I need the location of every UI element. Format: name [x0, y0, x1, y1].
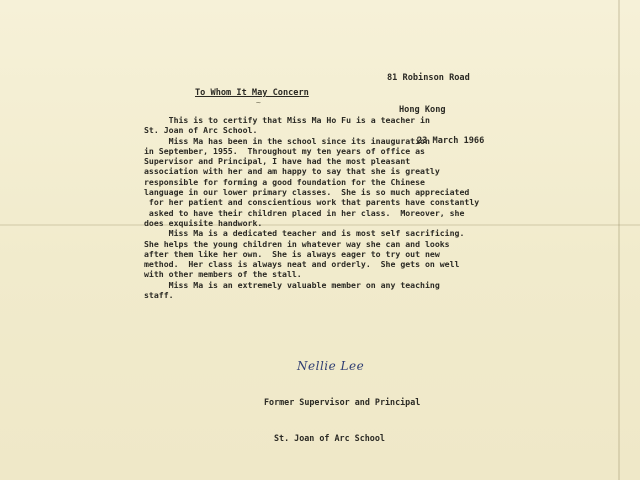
body-line: language in our lower primary classes. She is so much appreciated [144, 187, 470, 198]
handwritten-signature: Nellie Lee [297, 359, 365, 373]
body-line: does exquisite handwork. [144, 217, 263, 228]
body-line: in September, 1955. Throughout my ten years of office as [144, 145, 425, 156]
body-line: responsible for forming a good foundation for the Chinese [144, 176, 425, 187]
body-line: Miss Ma is an extremely valuable member on any teaching [144, 279, 440, 290]
letter-body [144, 115, 624, 300]
body-line: for her patient and conscientious work that parents have constantly [144, 197, 480, 208]
body-line: Supervisor and Principal, I have had the most pleasant [144, 156, 411, 167]
address-date: 23 March 1966 [417, 136, 485, 146]
body-line: staff. [144, 290, 174, 301]
signature-block [264, 372, 420, 468]
signatory-school: St. Joan of Arc School [274, 433, 385, 443]
signatory-title: Former Supervisor and Principal [264, 397, 421, 407]
body-line: St. Joan of Arc School. [144, 125, 258, 136]
body-line: She helps the young children in whatever way she can and looks [144, 238, 450, 249]
body-line: with other members of the stall. [144, 269, 302, 280]
address-street: 81 Robinson Road [387, 73, 470, 83]
body-line: after them like her own. She is always eager to try out new [144, 248, 440, 259]
salutation-heading: To Whom It May Concern [195, 88, 309, 98]
body-line: association with her and am happy to say that she is greatly [144, 166, 440, 177]
body-line: Miss Ma has been in the school since its inauguration [144, 135, 430, 146]
body-line: Miss Ma is a dedicated teacher and is most self sacrificing. [144, 228, 465, 239]
address-city: Hong Kong [399, 104, 446, 115]
pencil-mark: ~ [256, 98, 261, 107]
body-line: This is to certify that Miss Ma Ho Fu is a teacher in [144, 115, 430, 125]
body-line: asked to have their children placed in her class. Moreover, she [144, 207, 465, 218]
body-line: method. Her class is always neat and orderly. She gets on well [144, 259, 460, 270]
